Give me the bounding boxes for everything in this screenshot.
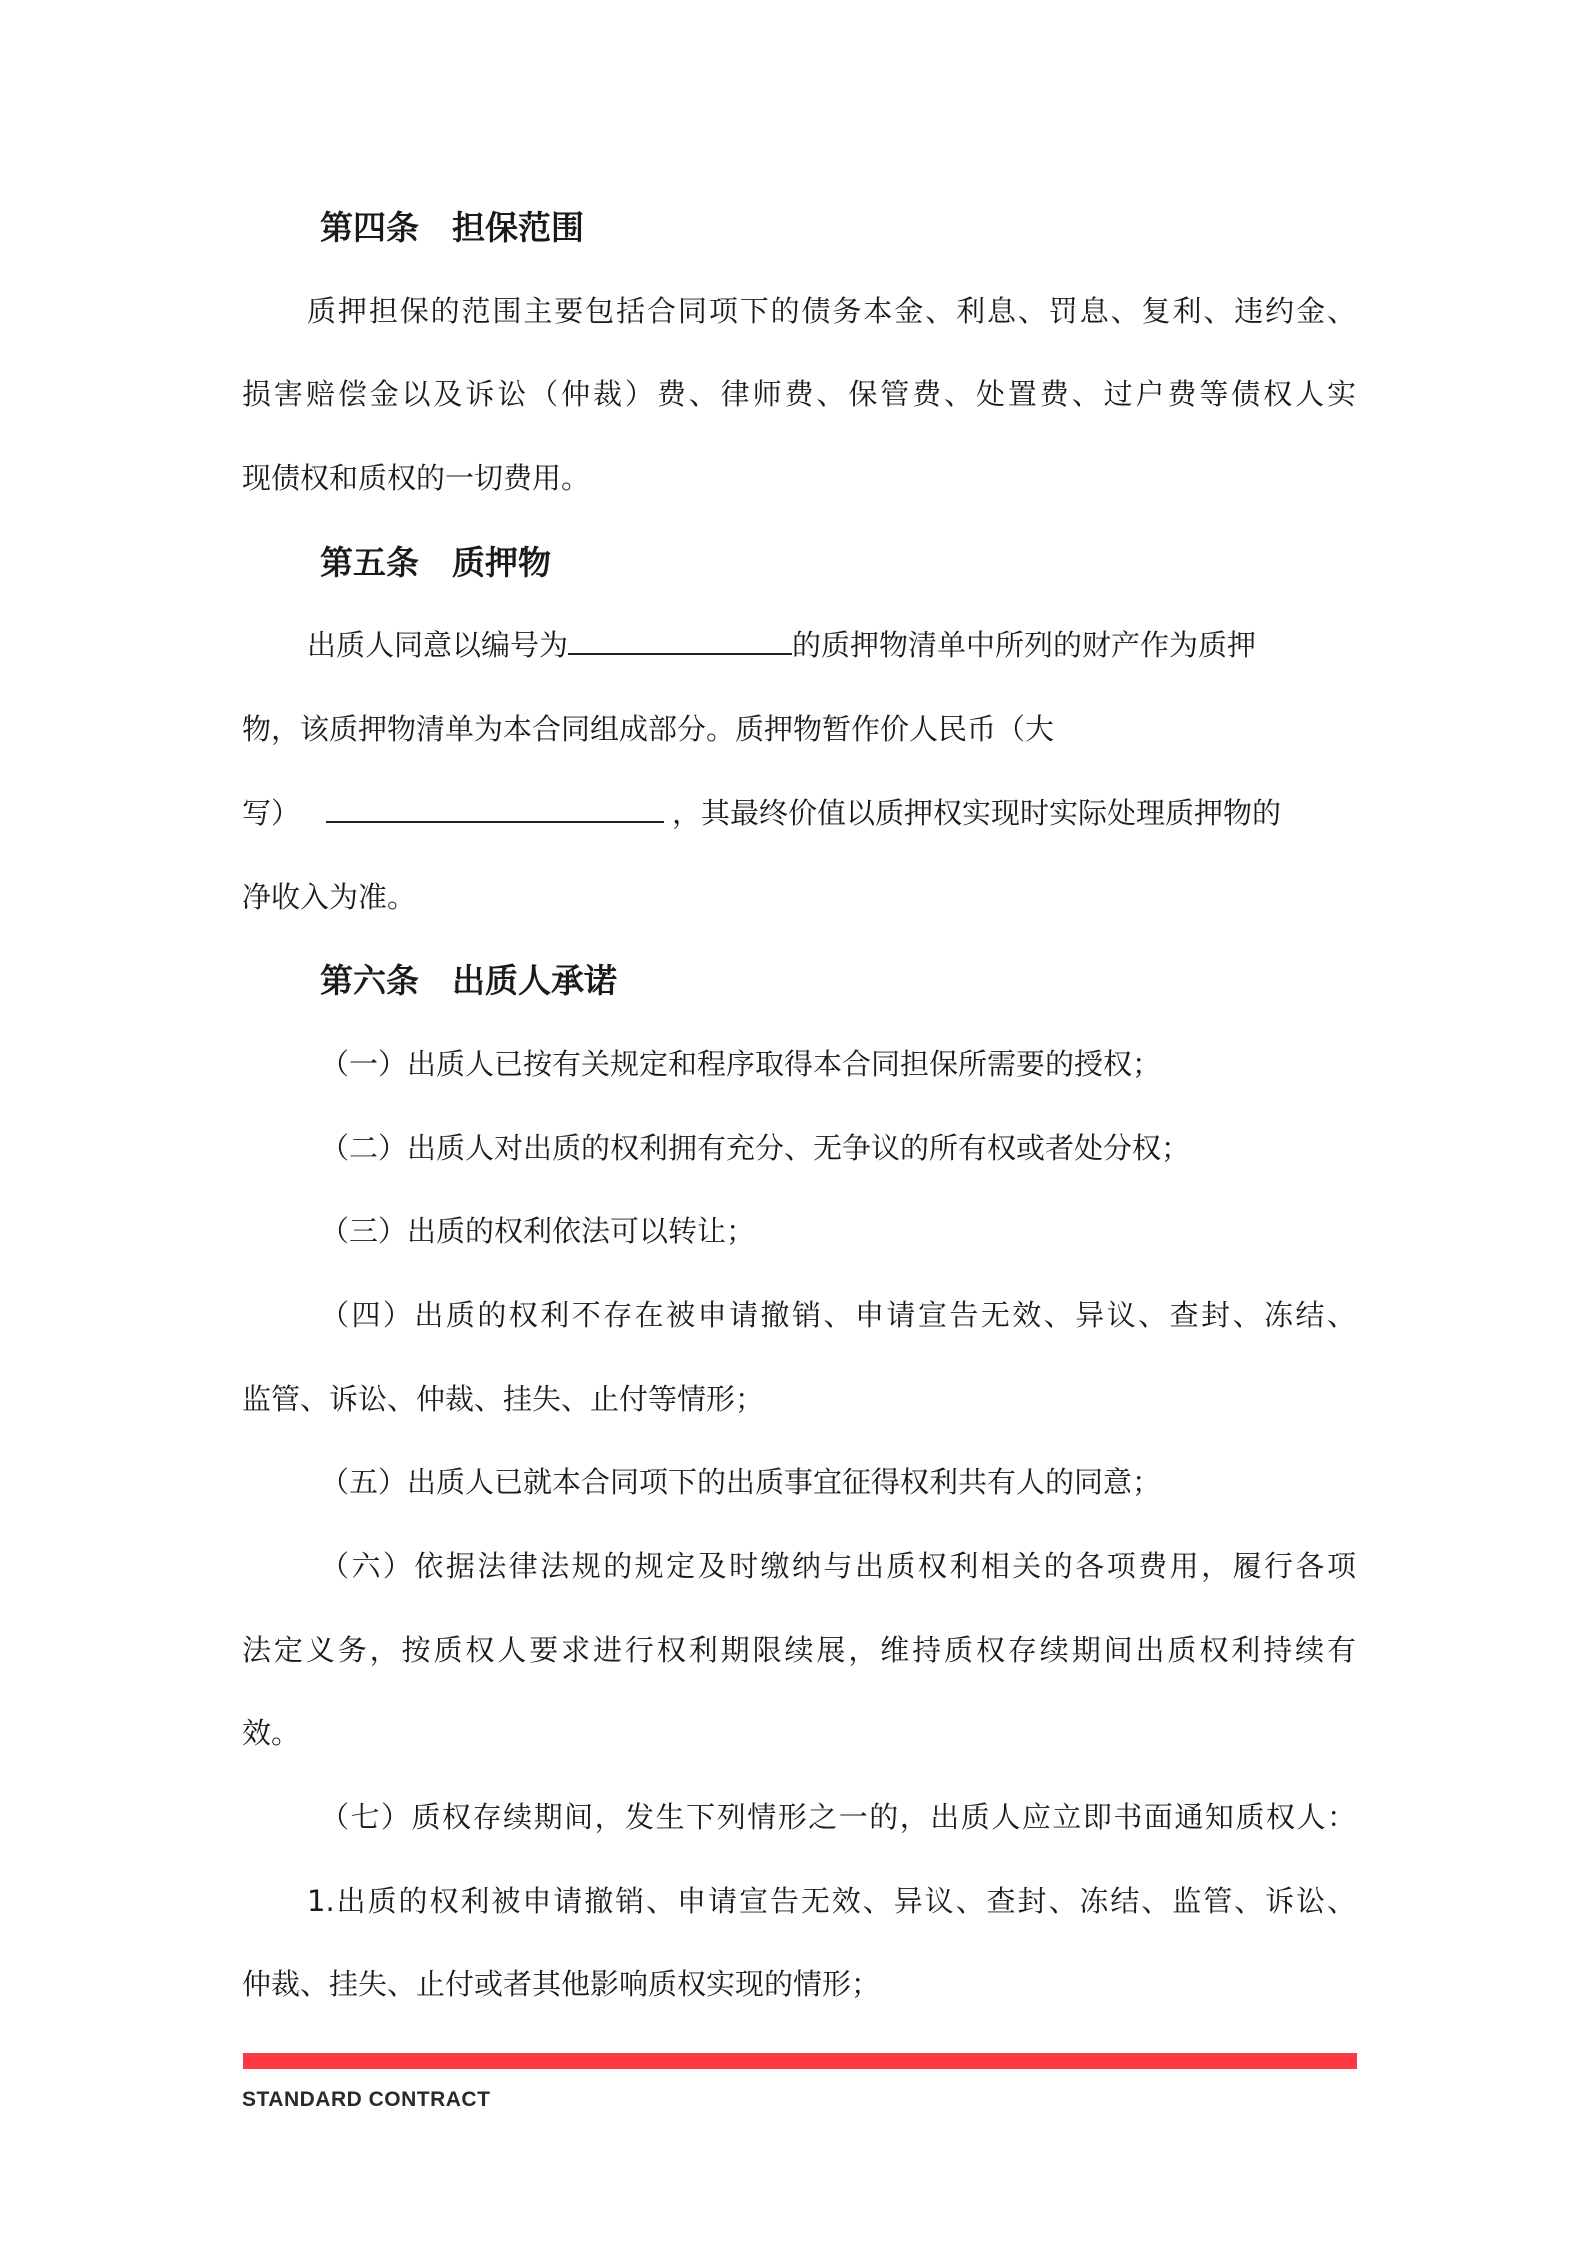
list-item: （一）出质人已按有关规定和程序取得本合同担保所需要的授权； bbox=[320, 1046, 1162, 1081]
contract-body bbox=[0, 186, 1586, 2027]
paragraph-line: 物，该质押物清单为本合同组成部分。质押物暂作价人民币（大 bbox=[242, 712, 1055, 747]
footer-label: STANDARD CONTRACT bbox=[242, 2088, 491, 2111]
paragraph-line: 现债权和质权的一切费用。 bbox=[242, 461, 591, 496]
list-item-cont: 法定义务，按质权人要求进行权利期限续展，维持质权存续期间出质权利持续有 bbox=[242, 1632, 1356, 1667]
list-item-cont: 监管、诉讼、仲裁、挂失、止付等情形； bbox=[242, 1381, 765, 1416]
paragraph-line: 净收入为准。 bbox=[242, 879, 417, 914]
text: 写） bbox=[242, 795, 301, 830]
list-item: （三）出质的权利依法可以转让； bbox=[320, 1214, 756, 1249]
list-item: （五）出质人已就本合同项下的出质事宜征得权利共有人的同意； bbox=[320, 1465, 1162, 1500]
text: 的质押物清单中所列的财产作为质押 bbox=[792, 628, 1257, 663]
article-6-heading: 第六条 出质人承诺 bbox=[320, 961, 617, 1001]
list-item: （四）出质的权利不存在被申请撤销、申请宣告无效、异议、查封、冻结、 bbox=[320, 1297, 1356, 1332]
article-4-heading: 第四条 担保范围 bbox=[320, 208, 584, 247]
paragraph-line: 损害赔偿金以及诉讼（仲裁）费、律师费、保管费、处置费、过户费等债权人实 bbox=[242, 377, 1356, 412]
list-item-cont: 效。 bbox=[242, 1716, 301, 1751]
list-item: （六）依据法律法规的规定及时缴纳与出质权利相关的各项费用，履行各项 bbox=[320, 1549, 1356, 1583]
amount-in-words-blank[interactable] bbox=[326, 799, 664, 823]
list-item: （七）质权存续期间，发生下列情形之一的，出质人应立即书面通知质权人： bbox=[320, 1800, 1356, 1835]
text: 出质人同意以编号为 bbox=[307, 628, 569, 663]
list-number-blank[interactable] bbox=[568, 631, 792, 655]
text: ，其最终价值以质押权实现时实际处理质押物的 bbox=[672, 795, 1282, 830]
paragraph-line bbox=[242, 772, 1281, 856]
article-5-heading: 第五条 质押物 bbox=[320, 542, 551, 582]
footer-divider-bar bbox=[243, 2053, 1357, 2069]
sub-item: 1.出质的权利被申请撤销、申请宣告无效、异议、查封、冻结、监管、诉讼、 bbox=[307, 1883, 1356, 1918]
paragraph-line bbox=[307, 604, 1256, 688]
sub-item-cont: 仲裁、挂失、止付或者其他影响质权实现的情形； bbox=[242, 1967, 881, 2002]
list-item: （二）出质人对出质的权利拥有充分、无争议的所有权或者处分权； bbox=[320, 1130, 1191, 1165]
paragraph-line: 质押担保的范围主要包括合同项下的债务本金、利息、罚息、复利、违约金、 bbox=[307, 293, 1356, 328]
